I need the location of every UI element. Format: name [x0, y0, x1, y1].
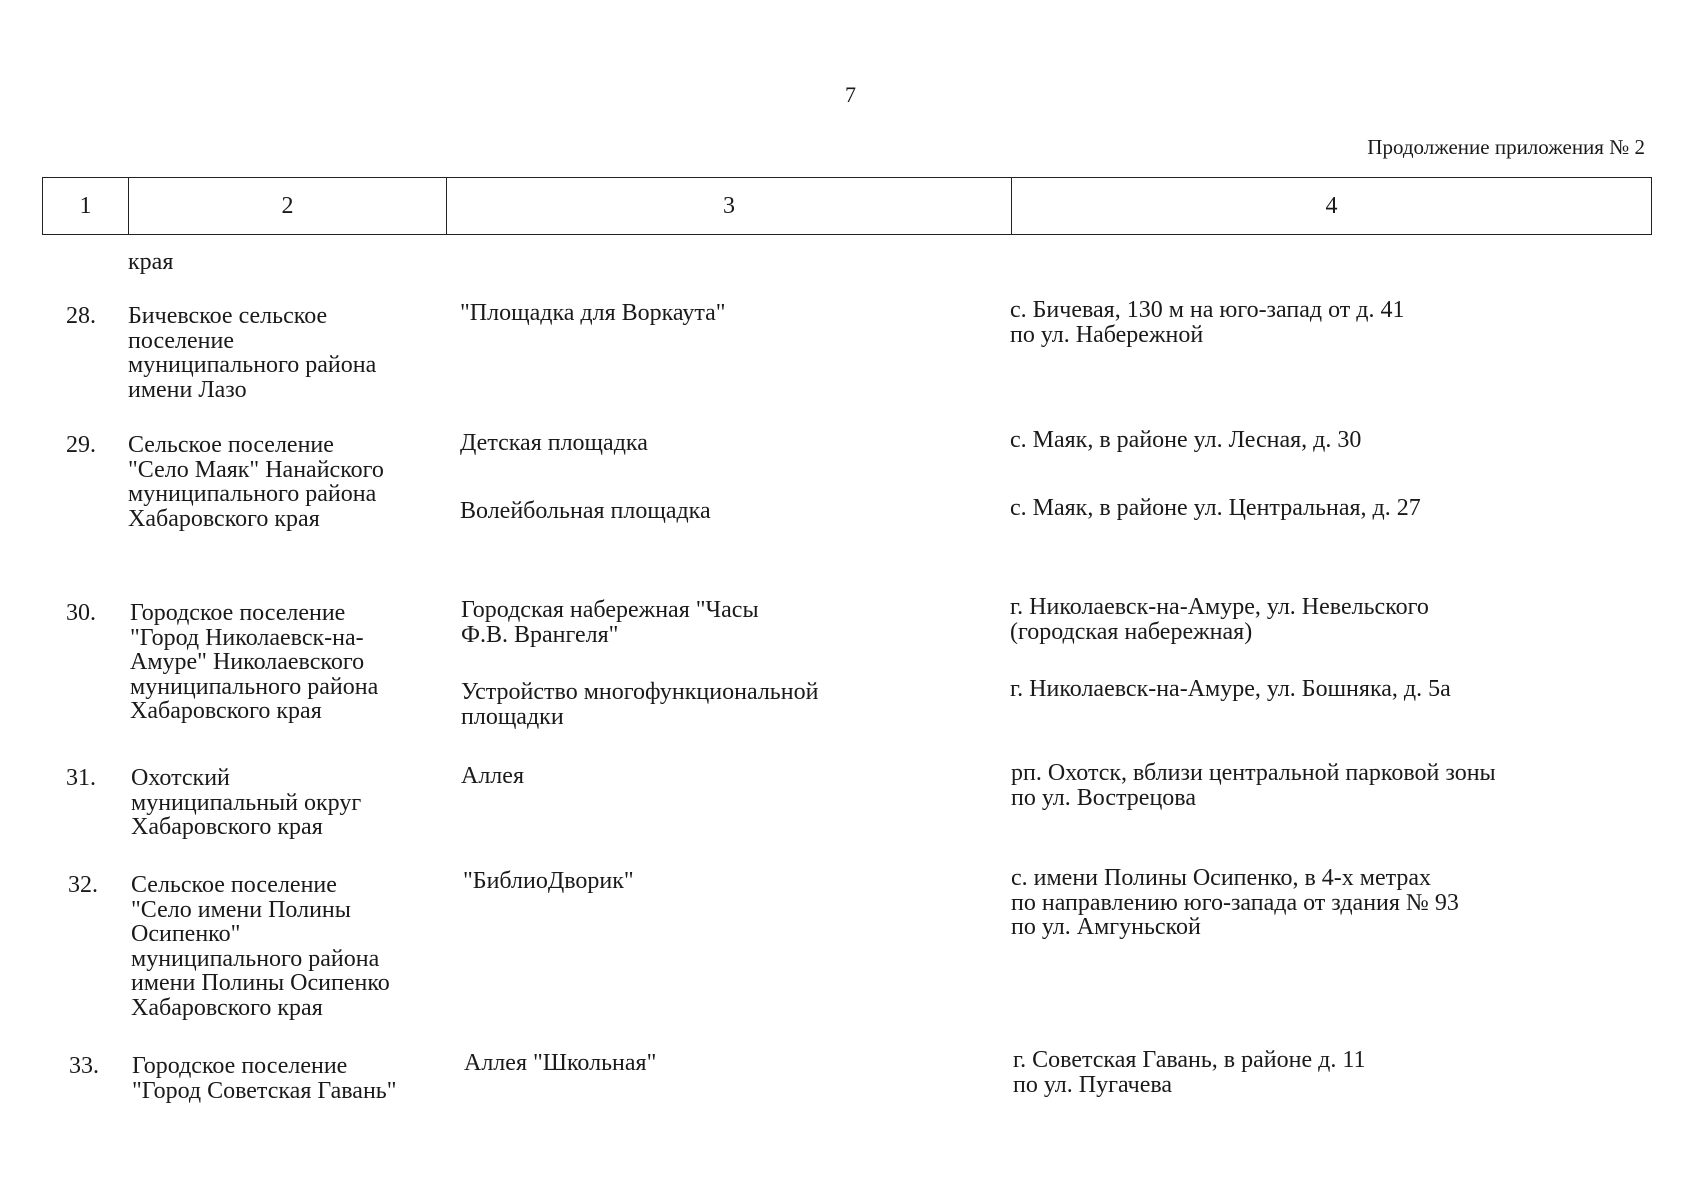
row-number: 32.: [68, 872, 98, 898]
row-entity: Бичевское сельское поселение муниципального района имени Лазо: [128, 303, 377, 403]
row-entity: Сельское поселение "Село Маяк" Нанайского муниципального района Хабаровского края: [128, 432, 384, 532]
column-header-1: 1: [43, 178, 129, 234]
row-object: Аллея "Школьная": [464, 1050, 657, 1076]
row-number: 28.: [66, 303, 96, 329]
row-address: г. Советская Гавань, в районе д. 11 по ул. Пугачева: [1013, 1047, 1366, 1098]
row-object: "Площадка для Воркаута": [460, 300, 726, 326]
row-address: рп. Охотск, вблизи центральной парковой зоны по ул. Вострецова: [1011, 760, 1496, 811]
column-header-2: 2: [129, 178, 447, 234]
page-number: 7: [845, 82, 856, 107]
row-object: Волейбольная площадка: [460, 498, 711, 524]
row-entity: Городское поселение "Город Николаевск-на- Амуре" Николаевского муниципального района Хабаровского края: [130, 600, 379, 724]
column-header-4: 4: [1325, 192, 1338, 219]
row-address: с. Маяк, в районе ул. Лесная, д. 30: [1010, 427, 1362, 453]
table-header: [42, 177, 1652, 235]
column-header-3: 3: [447, 178, 1012, 234]
row-entity: Сельское поселение "Село имени Полины Осипенко" муниципального района имени Полины Осипенко Хабаровского края: [131, 872, 390, 1021]
row-address: с. имени Полины Осипенко, в 4-х метрах по направлению юго-запада от здания № 93 по ул. Амгуньской: [1011, 865, 1459, 940]
row-object: Устройство многофункциональной площадки: [461, 679, 819, 730]
row-address: г. Николаевск-на-Амуре, ул. Невельского (городская набережная): [1010, 594, 1429, 645]
row-object: Городская набережная "Часы Ф.В. Врангеля": [461, 597, 759, 648]
row-number: 30.: [66, 600, 96, 626]
row-entity: Городское поселение "Город Советская Гавань": [132, 1053, 397, 1104]
appendix-note: Продолжение приложения № 2: [1367, 135, 1645, 159]
row-address: г. Николаевск-на-Амуре, ул. Бошняка, д. 5а: [1010, 676, 1451, 702]
row-object: "БиблиоДворик": [463, 868, 634, 894]
row-number: 33.: [69, 1053, 99, 1079]
row-address: с. Маяк, в районе ул. Центральная, д. 27: [1010, 495, 1421, 521]
row-number: 31.: [66, 765, 96, 791]
row-address: с. Бичевая, 130 м на юго-запад от д. 41 по ул. Набережной: [1010, 297, 1405, 348]
row-entity: Охотский муниципальный округ Хабаровского края: [131, 765, 362, 840]
row-number: 29.: [66, 432, 96, 458]
row-object: Детская площадка: [460, 430, 648, 456]
row-object: Аллея: [461, 763, 524, 789]
carryover-text: края: [128, 249, 174, 275]
